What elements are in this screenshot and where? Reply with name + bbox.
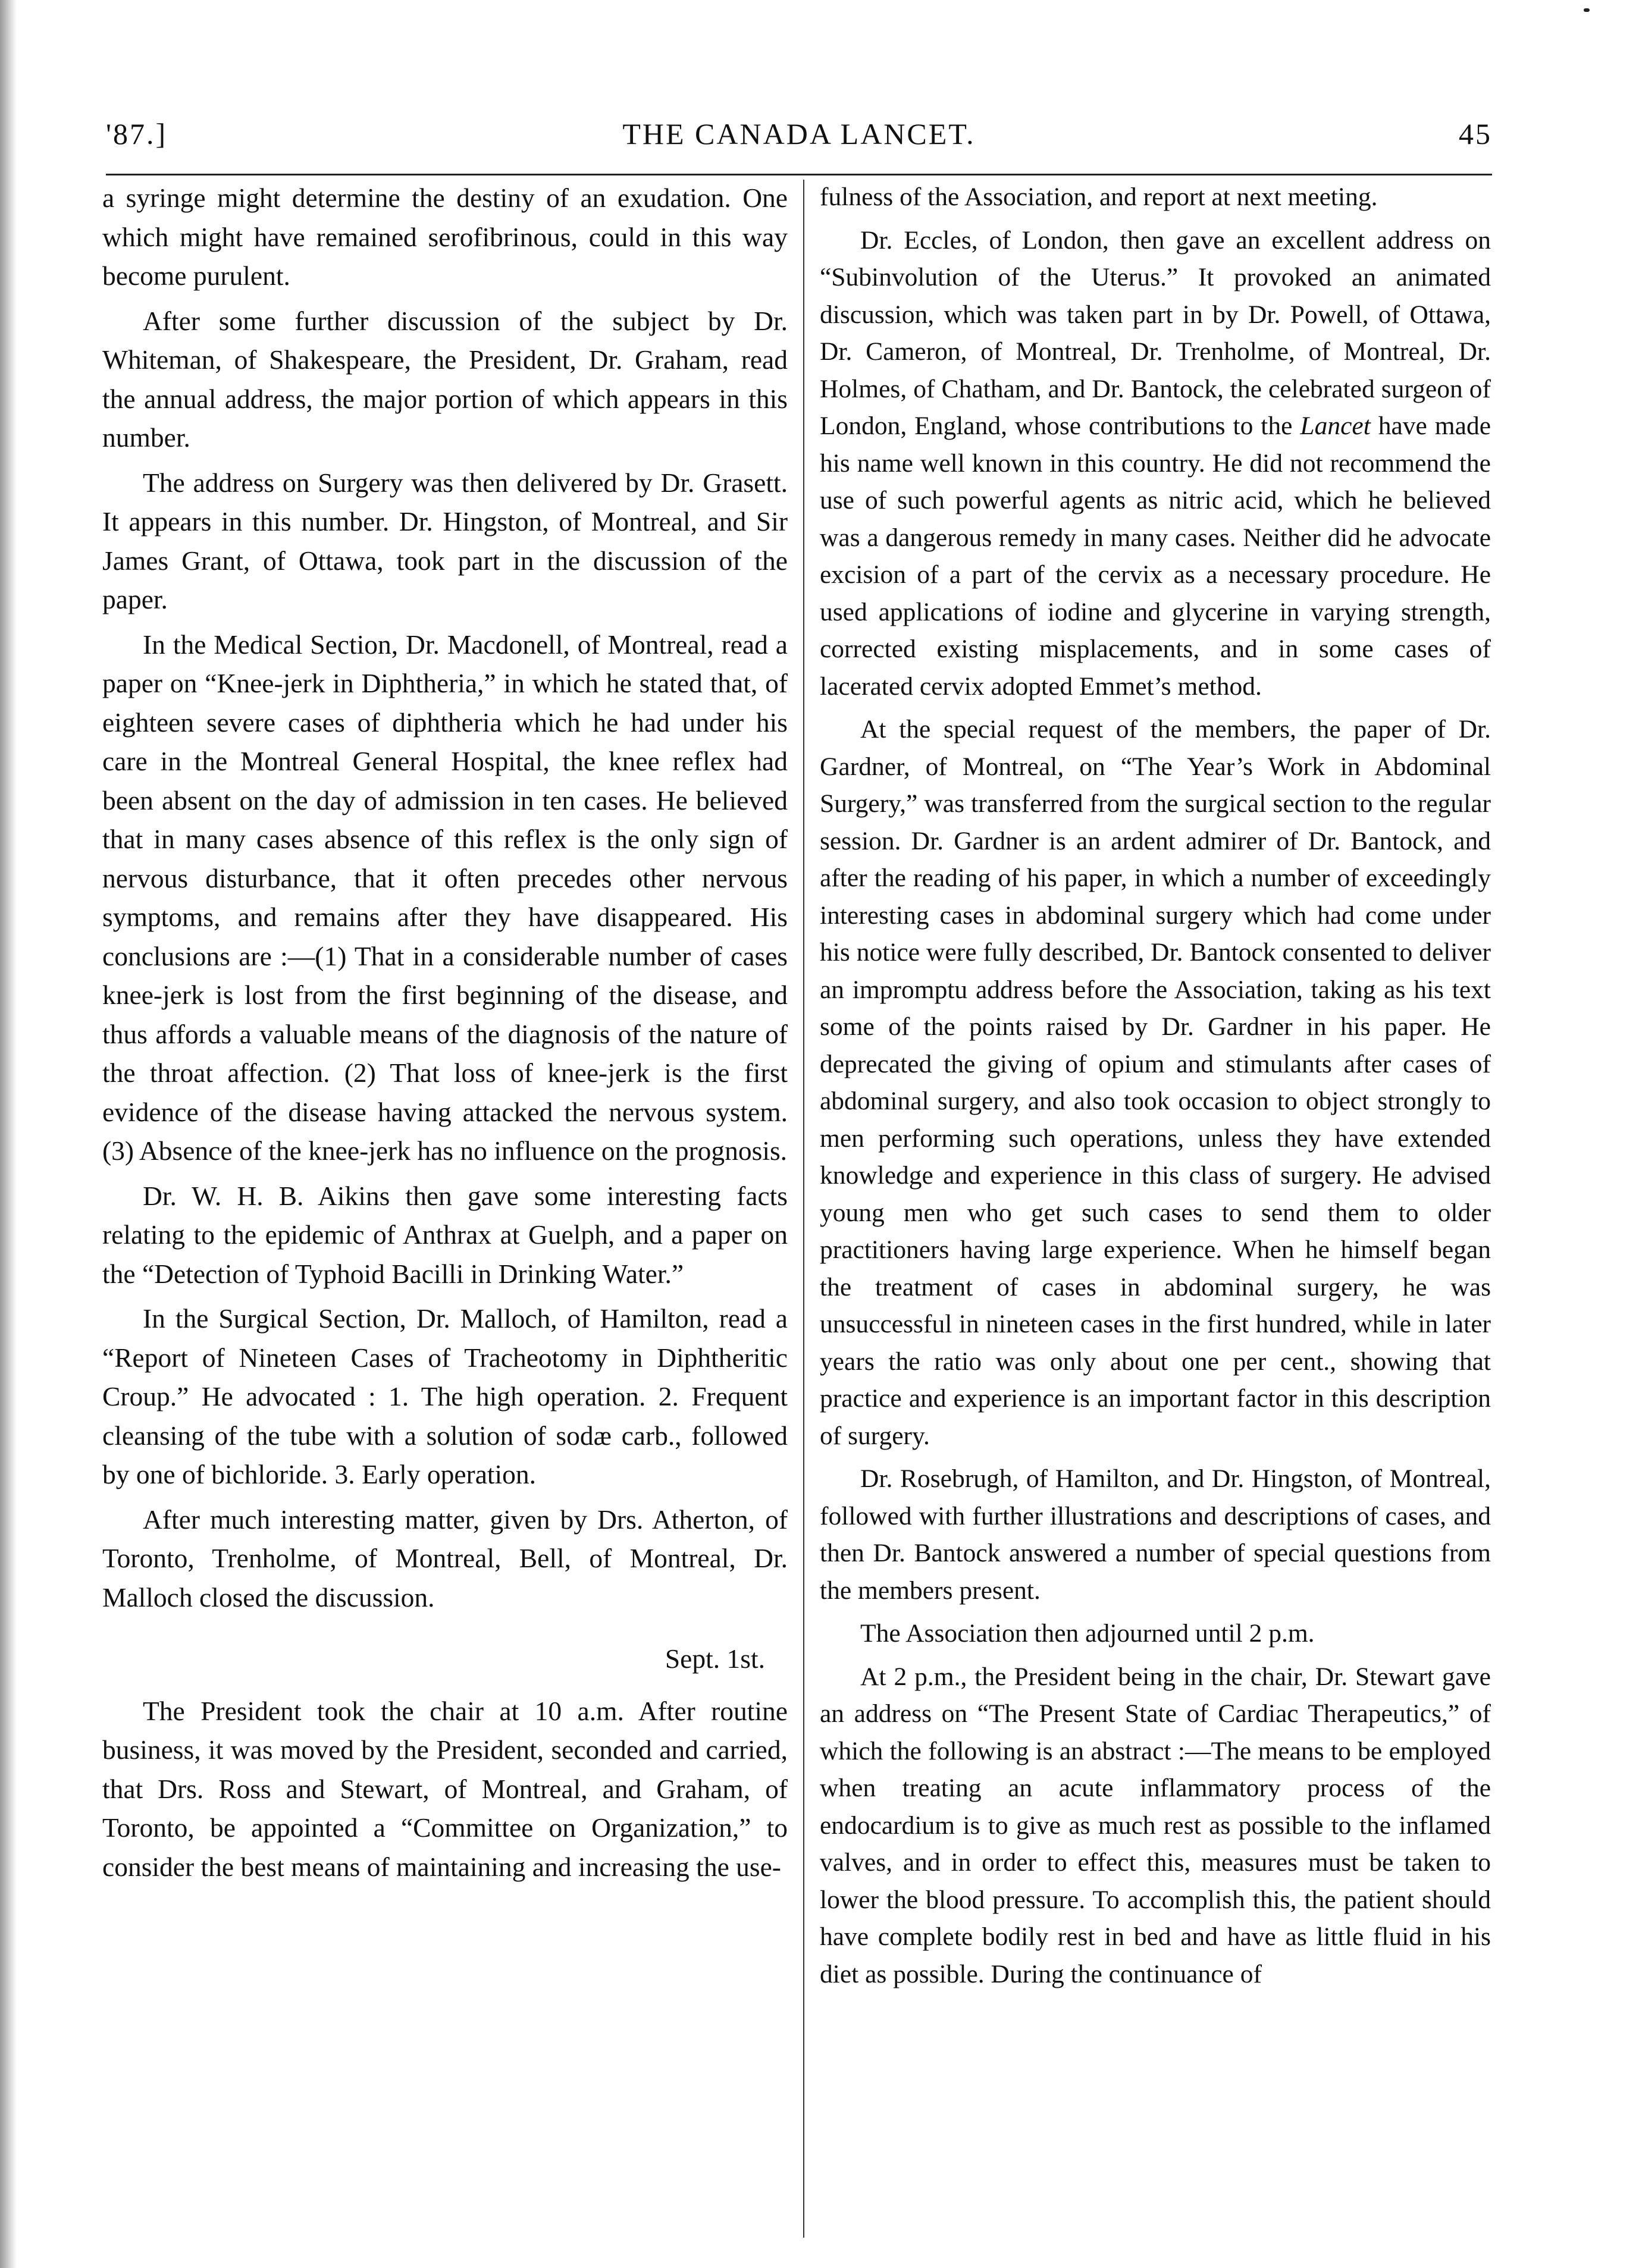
paragraph-text: have made his name well known in this country. He did not recommend the use of such powerful agents as nitric acid, which he believed was a dangerous remedy in many cases. Neither did he advocate excision of a part of the cervix as a necessary procedure. He used applications of iodine and glycerine in varying strength, corrected existing misplacements, and in some cases of lacerated cervix adopted Emmet’s method. [820,412,1491,701]
paragraph: In the Medical Section, Dr. Macdonell, of Montreal, read a paper on “Knee-jerk in Diphtheria,” in which he stated that, of eighteen severe cases of diphtheria which he had under his care in the Montreal General Hospital, the knee reflex had been absent on the day of admission in ten cases. He believed that in many cases absence of this reflex is the only sign of nervous disturbance, that it often precedes other nervous symptoms, and remains after they have disappeared. His conclusions are :—(1) That in a considerable number of cases knee-jerk is lost from the first beginning of the disease, and thus affords a valuable means of the diagnosis of the nature of the throat affection. (2) That loss of knee-jerk is the first evidence of the disease having attacked the nervous system. (3) Absence of the knee-jerk has no influence on the prognosis. [102,629,788,1166]
paragraph: At the special request of the members, the paper of Dr. Gardner, of Montreal, on “The Year’s Work in Abdominal Surgery,” was transferred from the surgical section to the regular session. Dr. Gardner is an ardent admirer of Dr. Bantock, and after the reading of his paper, in which a number of exceedingly interesting cases in abdominal surgery which had come under his notice were fully described, Dr. Bantock consented to deliver an impromptu address before the Association, taking as his text some of the points raised by Dr. Gardner in his paper. He deprecated the giving of opium and stimulants after cases of abdominal surgery, and also took occasion to object strongly to men performing such operations, unless they have extended knowledge and experience in this class of surgery. He advised young men who get such cases to send them to older practitioners having large experience. When he himself began the treatment of cases in abdominal surgery, he was unsuccessful in nineteen cases in the first hundred, while in later years the ratio was only about one per cent., showing that practice and experience is an important factor in this description of surgery. [820,715,1491,1450]
header-rule [106,174,1492,175]
column-divider [803,180,804,2238]
scan-speck [1584,8,1590,12]
paragraph: a syringe might determine the destiny of an exudation. One which might have remained serofibrinous, could in this way become purulent. [102,183,788,291]
paragraph: At 2 p.m., the President being in the chair, Dr. Stewart gave an address on “The Present State of Cardiac Therapeutics,” of which the following is an abstract :—The means to be employed when treating an acute inflammatory process of the endocardium is to give as much rest as possible to the inflamed valves, and in order to effect this, measures must be taken to lower the blood pressure. To accomplish this, the patient should have complete bodily rest in bed and have as little fluid in his diet as possible. During the continuance of [820,1662,1491,1988]
paragraph: After much interesting matter, given by Drs. Atherton, of Toronto, Trenholme, of Montreal, Bell, of Montreal, Dr. Malloch closed the discussion. [102,1504,788,1613]
paragraph: The President took the chair at 10 a.m. After routine business, it was moved by the President, seconded and carried, that Drs. Ross and Stewart, of Montreal, and Graham, of Toronto, be appointed a “Committee on Organization,” to consider the best means of maintaining and increasing the use- [102,1695,788,1882]
journal-name-italic: Lancet [1300,412,1371,440]
volume-mark: '87.] [106,117,168,150]
left-column [102,178,788,1886]
paragraph: In the Surgical Section, Dr. Malloch, of Hamilton, read a “Report of Nineteen Cases of Tracheotomy in Diphtheritic Croup.” He advocated : 1. The high operation. 2. Frequent cleansing of the tube with a solution of sodæ carb., followed by one of bichloride. 3. Early operation. [102,1303,788,1489]
page-number: 45 [1459,117,1492,150]
paragraph: The Association then adjourned until 2 p.m. [860,1619,1315,1648]
right-column [820,178,1491,1993]
paragraph: fulness of the Association, and report at next meeting. [820,183,1378,211]
paragraph: Dr. Rosebrugh, of Hamilton, and Dr. Hingston, of Montreal, followed with further illustrations and descriptions of cases, and then Dr. Bantock answered a number of special questions from the members present. [820,1464,1491,1605]
scan-edge-shadow [0,0,17,2268]
journal-title: THE CANADA LANCET. [622,117,976,150]
paragraph [820,222,1491,705]
paragraph: After some further discussion of the subject by Dr. Whiteman, of Shakespeare, the President, Dr. Graham, read the annual address, the major portion of which appears in this number. [102,305,788,453]
paragraph: The address on Surgery was then delivered by Dr. Grasett. It appears in this number. Dr. Hingston, of Montreal, and Sir James Grant, of Ottawa, took part in the discussion of the paper. [102,467,788,614]
running-head [106,117,1492,164]
paragraph: Dr. W. H. B. Aikins then gave some interesting facts relating to the epidemic of Anthrax at Guelph, and a paper on the “Detection of Typhoid Bacilli in Drinking Water.” [102,1180,788,1289]
paragraph-text: Dr. Eccles, of London, then gave an excellent address on “Subinvolution of the Uterus.” It provoked an animated discussion, which was taken part in by Dr. Powell, of Ottawa, Dr. Cameron, of Montreal, Dr. Trenholme, of Montreal, Dr. Holmes, of Chatham, and Dr. Bantock, the celebrated surgeon of London, England, whose contributions to the [820,225,1491,440]
section-date: Sept. 1st. [665,1643,765,1674]
